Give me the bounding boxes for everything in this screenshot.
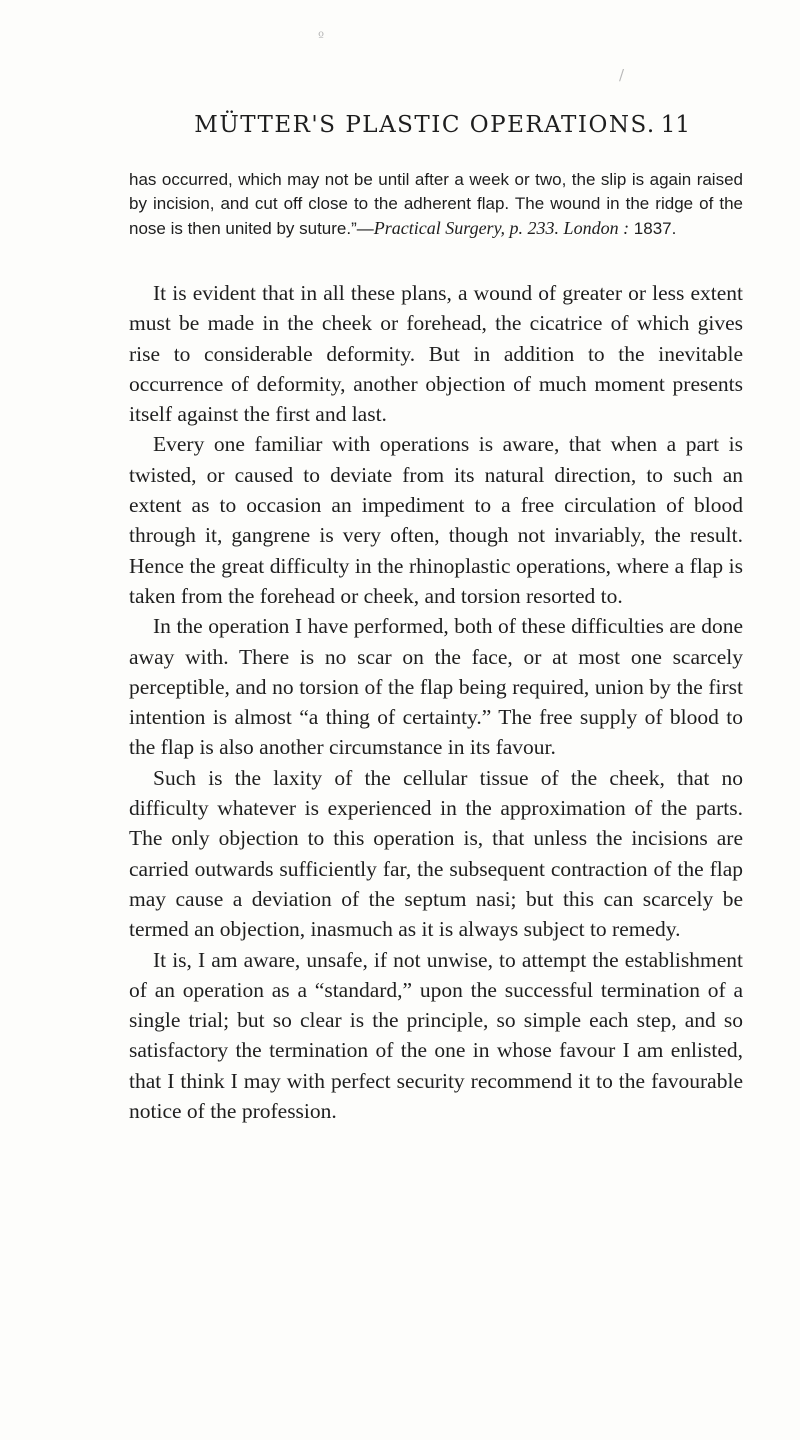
ink-mark: º [318,30,325,45]
paragraph-2: Every one familiar with operations is aware, that when a part is twisted, or caused to deviate from its natural direction, to such an extent as to occasion an impediment to a free circulation of blood through it, gangrene is very often, though not invariably, the result. Hence the great difficulty in the rhinoplastic operations, where a flap is taken from the forehead or cheek, and torsion resorted to. [129,432,743,608]
quote-text: has occurred, which may not be until after a week or two, the slip is again raised by incision, and cut off close to the adherent flap. The wound in the ridge of the nose is then united by suture.”— [129,170,743,238]
running-title: MÜTTER'S PLASTIC OPERATIONS. [194,112,656,138]
pencil-mark: / [619,66,625,84]
quote-year: 1837. [629,219,677,238]
paragraph-5: It is, I am aware, unsafe, if not unwise, to attempt the establishment of an operation as a “standard,” upon the successful termination of a single trial; but so clear is the principle, so simple each step, and so satisfactory the termination of the one in whose favour I am enlisted, that I think I may with perfect security recommend it to the favourable notice of the profession. [129,947,743,1124]
paragraph-4: Such is the laxity of the cellular tissue of the cheek, that no difficulty whatever is experienced in the approximation of the parts. The only objection to this operation is, that unless the incisions are carried outwards sufficiently far, the subsequent contraction of the flap may cause a deviation of the septum nasi; but this can scarcely be termed an objection, inasmuch as it is always subject to remedy. [129,765,743,942]
body-text [129,278,743,1126]
paragraph-1: It is evident that in all these plans, a wound of greater or less extent must be made in the cheek or forehead, the cicatrice of which gives rise to considerable deformity. But in addition to the inevitable occurrence of deformity, another objection of much moment presents itself against the first and last. [129,281,743,427]
quoted-passage [129,168,743,241]
paragraph-3: In the operation I have performed, both of these difficulties are done away with. There is no scar on the face, or at most one scarcely perceptible, and no torsion of the flap being required, union by the first intention is almost “a thing of certainty.” The free supply of blood to the flap is also another circumstance in its favour. [129,614,743,760]
page-number: 11 [660,112,690,138]
running-header [160,112,690,152]
quote-citation: Practical Surgery, p. 233. London : [373,218,630,238]
